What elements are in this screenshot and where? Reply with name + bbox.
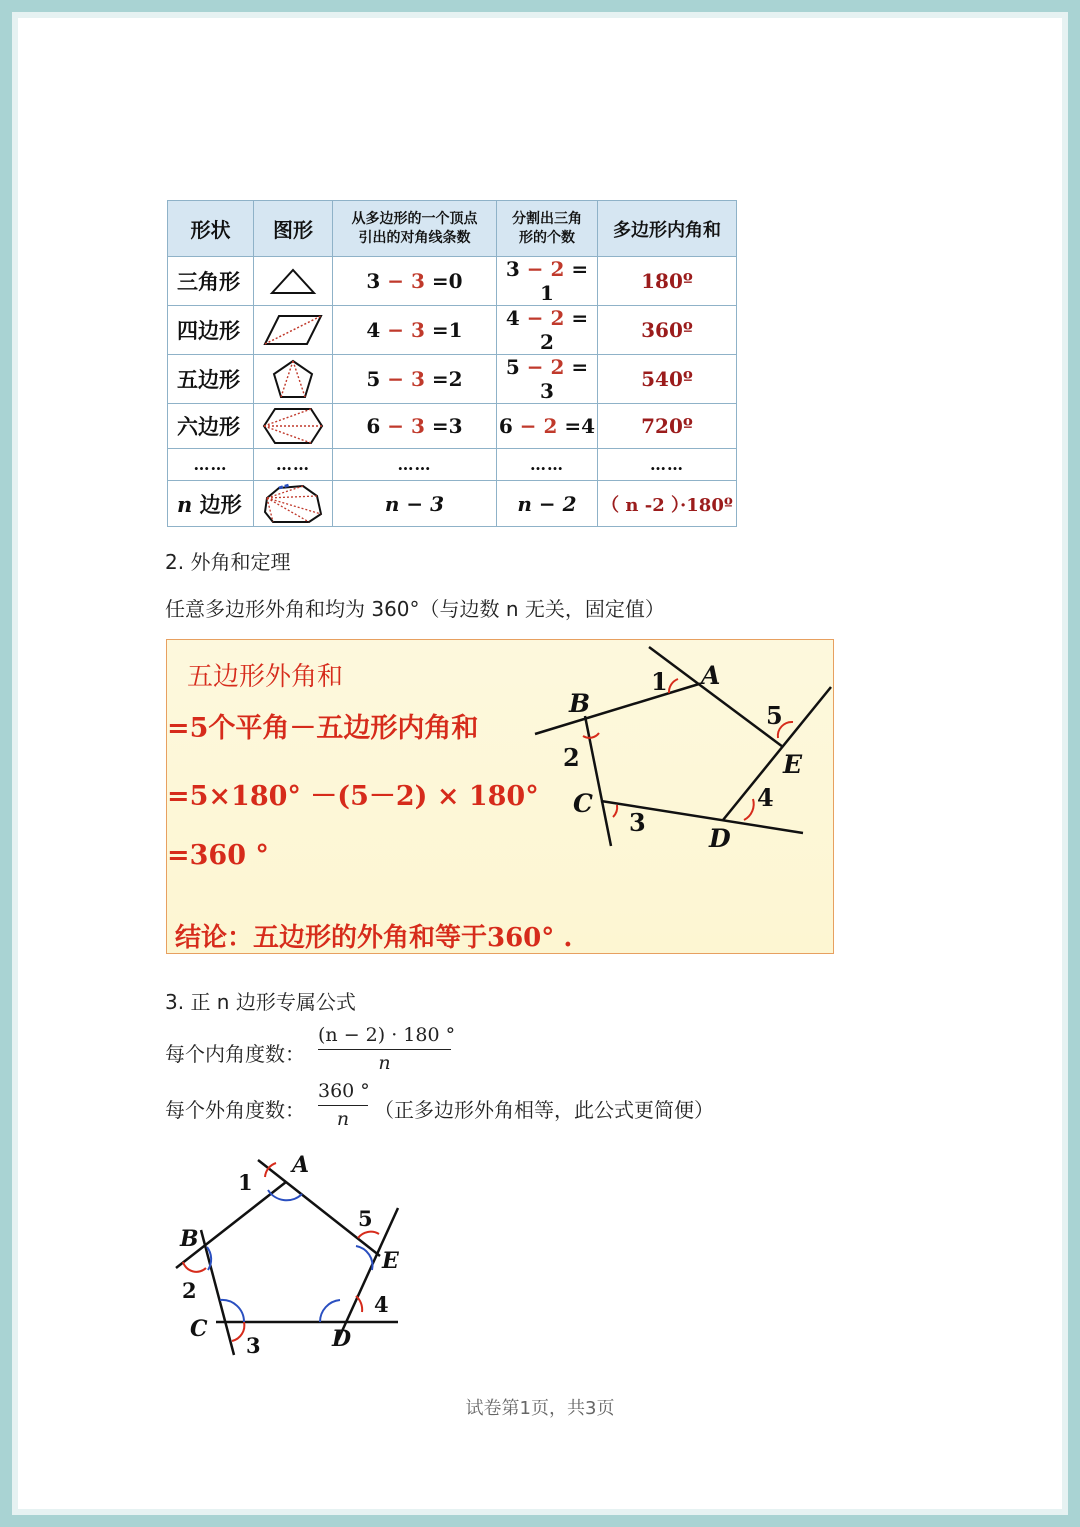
shape-name: 四边形 — [168, 306, 254, 355]
interior-angle-formula — [318, 1024, 456, 1074]
label-angle-1: 1 — [238, 1170, 253, 1195]
table-row — [168, 404, 737, 449]
proof-box — [166, 639, 834, 954]
table-header-row — [168, 201, 737, 257]
eq-a: 4 — [505, 306, 520, 330]
diagonal-count: n − 3 — [333, 481, 497, 527]
angle-sum: 540º — [598, 355, 737, 404]
header-triangles-line2: 形的个数 — [519, 229, 575, 246]
eq-result: 3 — [448, 414, 463, 438]
polygon-angle-table — [167, 200, 737, 527]
arc-angle-4 — [744, 799, 754, 820]
eq-a: 3 — [366, 269, 381, 293]
angle-sum: （ n -2 ）·180º — [598, 481, 737, 527]
eq-result: 2 — [448, 367, 463, 391]
side-ab-extended — [535, 684, 699, 734]
label-E: E — [783, 750, 803, 779]
eq-b: 3 — [411, 414, 425, 438]
eq-a: 6 — [366, 414, 381, 438]
ellipsis: …… — [333, 449, 497, 481]
proof-line2: =5×180° －(5－2) × 180° — [167, 781, 539, 812]
diagonal-count: 6 − 3 =3 — [333, 404, 497, 449]
shape-name — [168, 481, 254, 527]
label-angle-4: 4 — [374, 1292, 389, 1317]
proof-title: 五边形外角和 — [187, 662, 344, 692]
arc-interior-d — [320, 1300, 340, 1322]
eq-b: 2 — [550, 355, 565, 379]
label-E: E — [382, 1248, 399, 1274]
eq-result: 3 — [540, 379, 554, 403]
table-row-n — [168, 481, 737, 527]
label-A: A — [292, 1152, 310, 1178]
eq-a: 5 — [505, 355, 520, 379]
label-angle-3: 3 — [629, 808, 646, 837]
label-B: B — [180, 1226, 199, 1252]
label-D: D — [332, 1326, 352, 1352]
eq-result: 4 — [581, 414, 596, 438]
label-angle-1: 1 — [651, 667, 668, 696]
header-diagonals — [333, 201, 497, 257]
table-row — [168, 355, 737, 404]
interior-denominator: n — [378, 1052, 391, 1074]
arc-angle-2 — [583, 733, 599, 738]
n-gon-figure — [254, 481, 333, 527]
header-shape: 形状 — [168, 201, 254, 257]
n-symbol: n — [177, 491, 193, 517]
section3-heading: 3. 正 n 边形专属公式 — [165, 990, 356, 1014]
table-row-ellipsis — [168, 449, 737, 481]
diagonal-count: 5 − 3 =2 — [333, 355, 497, 404]
shape-name: 三角形 — [168, 257, 254, 306]
section2-heading: 2. 外角和定理 — [165, 550, 291, 574]
eq-b: 2 — [550, 306, 565, 330]
shape-name: 六边形 — [168, 404, 254, 449]
eq-result: 1 — [540, 281, 554, 305]
side-ab-extended — [176, 1182, 286, 1268]
table-row — [168, 257, 737, 306]
page-footer: 试卷第1页，共3页 — [465, 1398, 615, 1419]
label-angle-4: 4 — [757, 783, 774, 812]
eq-a: 4 — [366, 318, 381, 342]
interior-angle-label: 每个内角度数： — [165, 1042, 305, 1066]
label-A: A — [701, 661, 721, 690]
triangle-count: 3 − 2 = 1 — [497, 257, 598, 306]
eq-result: 1 — [448, 318, 463, 342]
exterior-angle-note: （正多边形外角相等，此公式更简便） — [374, 1098, 714, 1122]
exterior-angle-formula — [318, 1080, 368, 1130]
label-angle-2: 2 — [182, 1278, 197, 1303]
diagonal-count: 4 − 3 =1 — [333, 306, 497, 355]
eq-b: 2 — [550, 257, 565, 281]
angle-sum: 180º — [598, 257, 737, 306]
label-angle-3: 3 — [246, 1333, 261, 1358]
header-angle-sum: 多边形内角和 — [598, 201, 737, 257]
header-diagonals-line1: 从多边形的一个顶点 — [351, 210, 478, 227]
eq-a: 5 — [366, 367, 381, 391]
diagonal-count: 3 − 3 =0 — [333, 257, 497, 306]
label-C: C — [190, 1316, 208, 1342]
quadrilateral-figure — [254, 306, 333, 355]
arc-angle-3 — [613, 805, 617, 817]
label-C: C — [573, 789, 593, 818]
header-triangles-line1: 分割出三角 — [512, 210, 582, 227]
interior-numerator: (n − 2) · 180 ° — [318, 1024, 456, 1046]
arc-exterior-3 — [232, 1322, 244, 1341]
eq-b: 2 — [543, 414, 558, 438]
ellipsis: …… — [254, 449, 333, 481]
eq-b: 3 — [411, 269, 425, 293]
shape-name: 五边形 — [168, 355, 254, 404]
proof-conclusion: 结论：五边形的外角和等于360° . — [175, 923, 573, 953]
ellipsis: …… — [598, 449, 737, 481]
eq-a: 6 — [498, 414, 513, 438]
pentagon-figure — [254, 355, 333, 404]
header-diagonals-line2: 引出的对角线条数 — [358, 229, 471, 246]
label-angle-5: 5 — [358, 1206, 373, 1231]
triangle-count: 5 − 2 = 3 — [497, 355, 598, 404]
eq-result: 0 — [448, 269, 463, 293]
n-shape-suffix: 边形 — [192, 492, 242, 517]
header-figure: 图形 — [254, 201, 333, 257]
label-B: B — [569, 689, 591, 718]
eq-result: 2 — [540, 330, 554, 354]
triangle-count: n − 2 — [497, 481, 598, 527]
triangle-count: 4 − 2 = 2 — [497, 306, 598, 355]
exterior-numerator: 360 ° — [318, 1080, 370, 1102]
table-row — [168, 306, 737, 355]
label-D: D — [709, 824, 731, 853]
angle-sum: 720º — [598, 404, 737, 449]
section2-statement: 任意多边形外角和均为 360°（与边数 n 无关，固定值） — [165, 597, 665, 621]
fraction-bar — [318, 1049, 451, 1050]
eq-a: 3 — [505, 257, 520, 281]
ellipsis: …… — [497, 449, 598, 481]
regular-pentagon-figure — [160, 1150, 410, 1360]
eq-b: 3 — [411, 318, 425, 342]
header-triangles — [497, 201, 598, 257]
proof-line3: =360 ° — [167, 840, 269, 871]
label-angle-2: 2 — [563, 743, 580, 772]
exterior-denominator: n — [336, 1108, 350, 1130]
angle-sum: 360º — [598, 306, 737, 355]
arc-exterior-2 — [183, 1262, 206, 1272]
exterior-angle-label: 每个外角度数： — [165, 1098, 305, 1122]
fraction-bar — [318, 1105, 368, 1106]
triangle-count: 6 − 2 =4 — [497, 404, 598, 449]
ellipsis: …… — [168, 449, 254, 481]
label-angle-5: 5 — [766, 701, 783, 730]
eq-b: 3 — [411, 367, 425, 391]
arc-exterior-5 — [358, 1232, 379, 1238]
hexagon-figure — [254, 404, 333, 449]
triangle-figure — [254, 257, 333, 306]
proof-line1: =5个平角－五边形内角和 — [167, 713, 479, 744]
pentagon-exterior-figure — [527, 640, 833, 952]
